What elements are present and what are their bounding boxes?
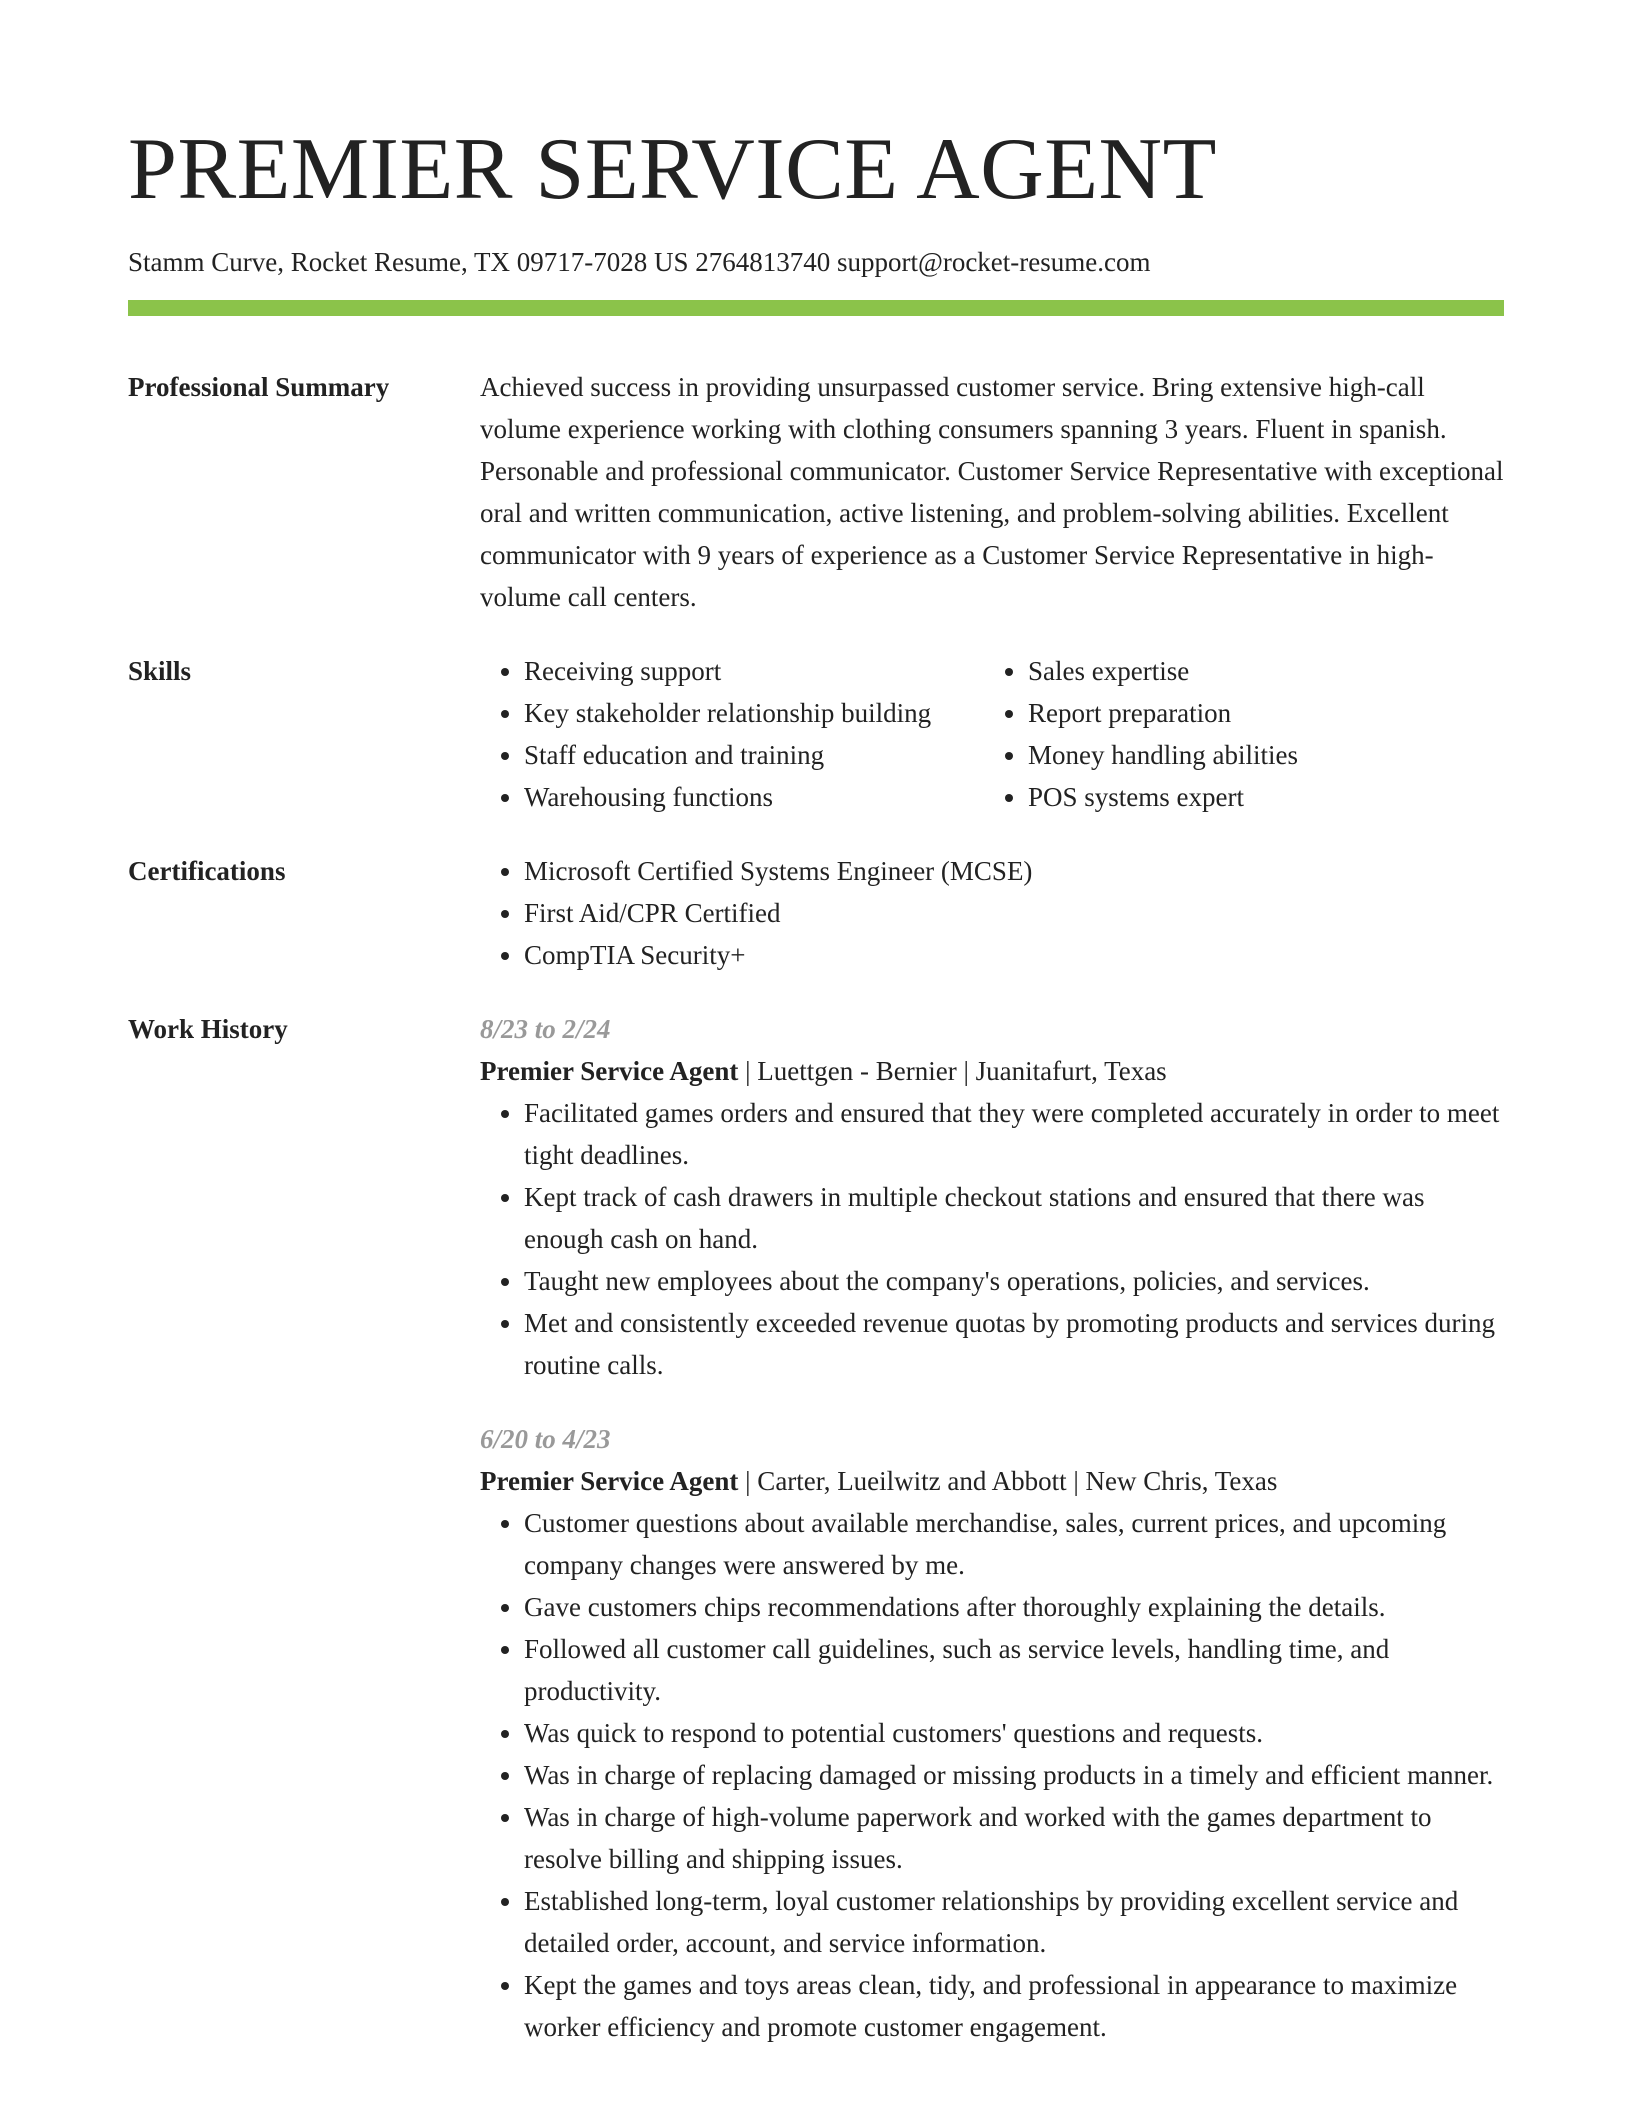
certifications-section <box>128 850 1504 976</box>
job-title: Premier Service Agent <box>480 1056 739 1086</box>
skills-list-right <box>984 650 1504 818</box>
job-duty-item: • Established long-term, loyal customer relationships by providing excellent service and detailed order, account, and service information. <box>524 1880 1504 1964</box>
skill-item: • Money handling abilities <box>1028 734 1504 776</box>
certifications-list <box>480 850 1504 976</box>
summary-text: Achieved success in providing unsurpassed customer service. Bring extensive high-call volume experience working with clothing consumers spanning 3 years. Fluent in spanish. Personable and professional communicator. Customer Service Representative with exceptional oral and written communication, active listening, and problem-solving abilities. Excellent communicator with 9 years of experience as a Customer Service Representative in high-volume call centers. <box>480 372 1504 612</box>
job-duty-item: • Was quick to respond to potential customers' questions and requests. <box>524 1712 1504 1754</box>
summary-section <box>128 366 1504 618</box>
job-duty-item: • Followed all customer call guidelines, such as service levels, handling time, and productivity. <box>524 1628 1504 1712</box>
job-title-line <box>480 1050 1504 1092</box>
job-duty-item: • Was in charge of high-volume paperwork and worked with the games department to resolve billing and shipping issues. <box>524 1796 1504 1880</box>
skill-item: • Receiving support <box>524 650 984 692</box>
skills-heading: Skills <box>128 656 192 686</box>
header-divider <box>128 300 1504 316</box>
skills-section <box>128 650 1504 818</box>
work-history-body <box>480 1008 1504 2048</box>
job-entry <box>480 1008 1504 1386</box>
job-employer-location: | Carter, Lueilwitz and Abbott | New Chris, Texas <box>738 1466 1278 1496</box>
job-duty-item: • Kept track of cash drawers in multiple checkout stations and ensured that there was enough cash on hand. <box>524 1176 1504 1260</box>
certification-item: • CompTIA Security+ <box>524 934 1504 976</box>
skills-column-left <box>480 650 984 818</box>
skills-list-left <box>480 650 984 818</box>
contact-line: Stamm Curve, Rocket Resume, TX 09717-7028 US 2764813740 support@rocket-resume.com <box>128 247 1151 277</box>
job-employer-location: | Luettgen - Bernier | Juanitafurt, Texas <box>738 1056 1167 1086</box>
work-history-section <box>128 1008 1504 2048</box>
job-dates: 8/23 to 2/24 <box>480 1014 611 1044</box>
job-duty-item: • Kept the games and toys areas clean, tidy, and professional in appearance to maximize worker efficiency and promote customer engagement. <box>524 1964 1504 2048</box>
job-dates: 6/20 to 4/23 <box>480 1424 611 1454</box>
skill-item: • Warehousing functions <box>524 776 984 818</box>
job-duty-item: • Taught new employees about the company's operations, policies, and services. <box>524 1260 1504 1302</box>
job-duty-item: • Customer questions about available merchandise, sales, current prices, and upcoming company changes were answered by me. <box>524 1502 1504 1586</box>
job-duty-item: • Met and consistently exceeded revenue quotas by promoting products and services during routine calls. <box>524 1302 1504 1386</box>
summary-body <box>480 366 1504 618</box>
certification-item: • First Aid/CPR Certified <box>524 892 1504 934</box>
skill-item: • Report preparation <box>1028 692 1504 734</box>
skills-body <box>480 650 1504 818</box>
certification-item: • Microsoft Certified Systems Engineer (MCSE) <box>524 850 1504 892</box>
job-entry <box>480 1418 1504 2048</box>
job-title: Premier Service Agent <box>480 1466 739 1496</box>
work-history-heading: Work History <box>128 1014 288 1044</box>
certifications-body <box>480 850 1504 976</box>
skill-item: • Staff education and training <box>524 734 984 776</box>
job-duty-item: • Gave customers chips recommendations after thoroughly explaining the details. <box>524 1586 1504 1628</box>
skill-item: • Sales expertise <box>1028 650 1504 692</box>
certifications-heading: Certifications <box>128 856 286 886</box>
job-duties-list <box>480 1092 1504 1386</box>
resume-name: PREMIER SERVICE AGENT <box>128 121 1217 218</box>
summary-heading: Professional Summary <box>128 372 390 402</box>
job-duty-item: • Facilitated games orders and ensured that they were completed accurately in order to meet tight deadlines. <box>524 1092 1504 1176</box>
job-duty-item: • Was in charge of replacing damaged or missing products in a timely and efficient manner. <box>524 1754 1504 1796</box>
skills-column-right <box>984 650 1504 818</box>
skill-item: • POS systems expert <box>1028 776 1504 818</box>
resume-page <box>128 120 1504 2048</box>
job-title-line <box>480 1460 1504 1502</box>
skill-item: • Key stakeholder relationship building <box>524 692 984 734</box>
job-duties-list <box>480 1502 1504 2048</box>
